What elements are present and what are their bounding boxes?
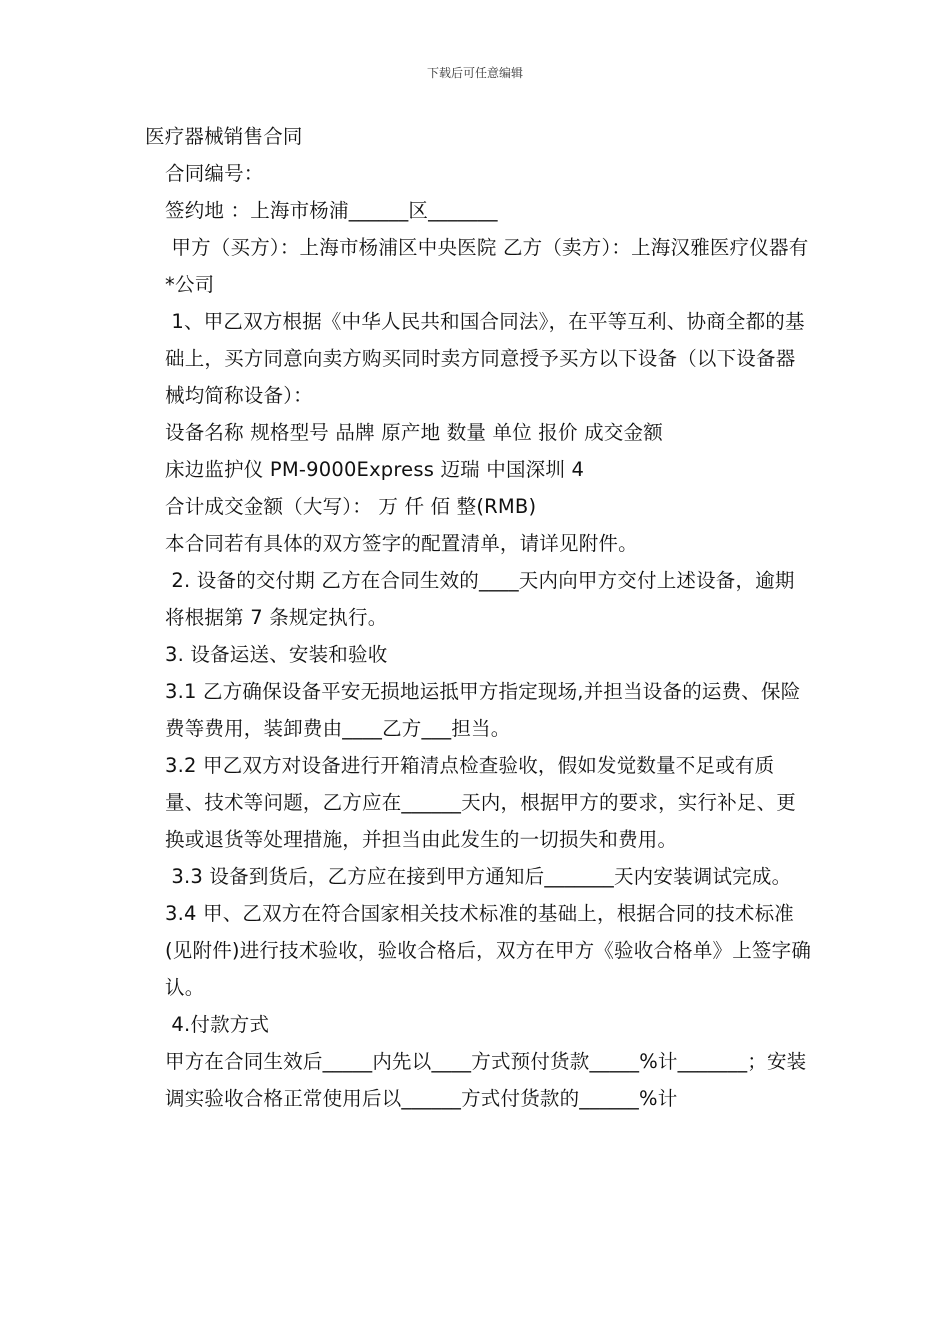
clause-3-3-paragraph: 3.3 设备到货后，乙方应在接到甲方通知后_______天内安装调试完成。 — [165, 865, 792, 888]
clause-3-1-paragraph: 3.1 乙方确保设备平安无损地运抵甲方指定现场,并担当设备的运费、保险费等费用，装卸费由____乙方___担当。 — [165, 680, 801, 740]
attachment-note-line: 本合同若有具体的双方签字的配置清单，请详见附件。 — [165, 532, 638, 555]
clause-4-paragraph: 甲方在合同生效后_____内先以____方式预付货款_____%计_______；安装调实验收合格正常使用后以______方式付货款的______%计 — [165, 1050, 807, 1110]
clause-3-heading: 3. 设备运送、安装和验收 — [165, 643, 388, 666]
signing-location-line: 签约地 ：上海市杨浦______区_______ — [165, 199, 498, 222]
equipment-item-line: 床边监护仪 PM-9000Express 迈瑞 中国深圳 4 — [165, 458, 585, 481]
total-amount-line: 合计成交金额（大写）： 万 仟 佰 整(RMB) — [165, 495, 537, 518]
clause-1-paragraph: 1、甲乙双方根据《中华人民共和国合同法》，在平等互利、协商全都的基础上，买方同意向卖方购买同时卖方同意授予买方以下设备（以下设备器械均简称设备）： — [165, 310, 805, 407]
parties-paragraph: 甲方（买方）：上海市杨浦区中央医院 乙方（卖方）：上海汉雅医疗仪器有*公司 — [165, 236, 809, 296]
clause-4-heading: 4.付款方式 — [165, 1013, 270, 1036]
clause-3-2-paragraph: 3.2 甲乙双方对设备进行开箱清点检查验收，假如发觉数量不足或有质量、技术等问题，乙方应在______天内，根据甲方的要求，实行补足、更换或退货等处理措施，并担当由此发生的一切损失和费用。 — [165, 754, 797, 851]
page-header: 下载后可任意编辑 — [426, 66, 523, 80]
clause-3-4-paragraph: 3.4 甲、乙双方在符合国家相关技术标准的基础上，根据合同的技术标准(见附件)进行技术验收，验收合格后，双方在甲方《验收合格单》上签字确认。 — [165, 902, 812, 999]
contract-number-line: 合同编号： — [165, 162, 264, 185]
document-body — [145, 118, 813, 1117]
document-title: 医疗器械销售合同 — [145, 125, 303, 148]
equipment-header-line: 设备名称 规格型号 品牌 原产地 数量 单位 报价 成交金额 — [165, 421, 663, 444]
clause-2-paragraph: 2. 设备的交付期 乙方在合同生效的____天内向甲方交付上述设备，逾期将根据第 7 条规定执行。 — [165, 569, 795, 629]
